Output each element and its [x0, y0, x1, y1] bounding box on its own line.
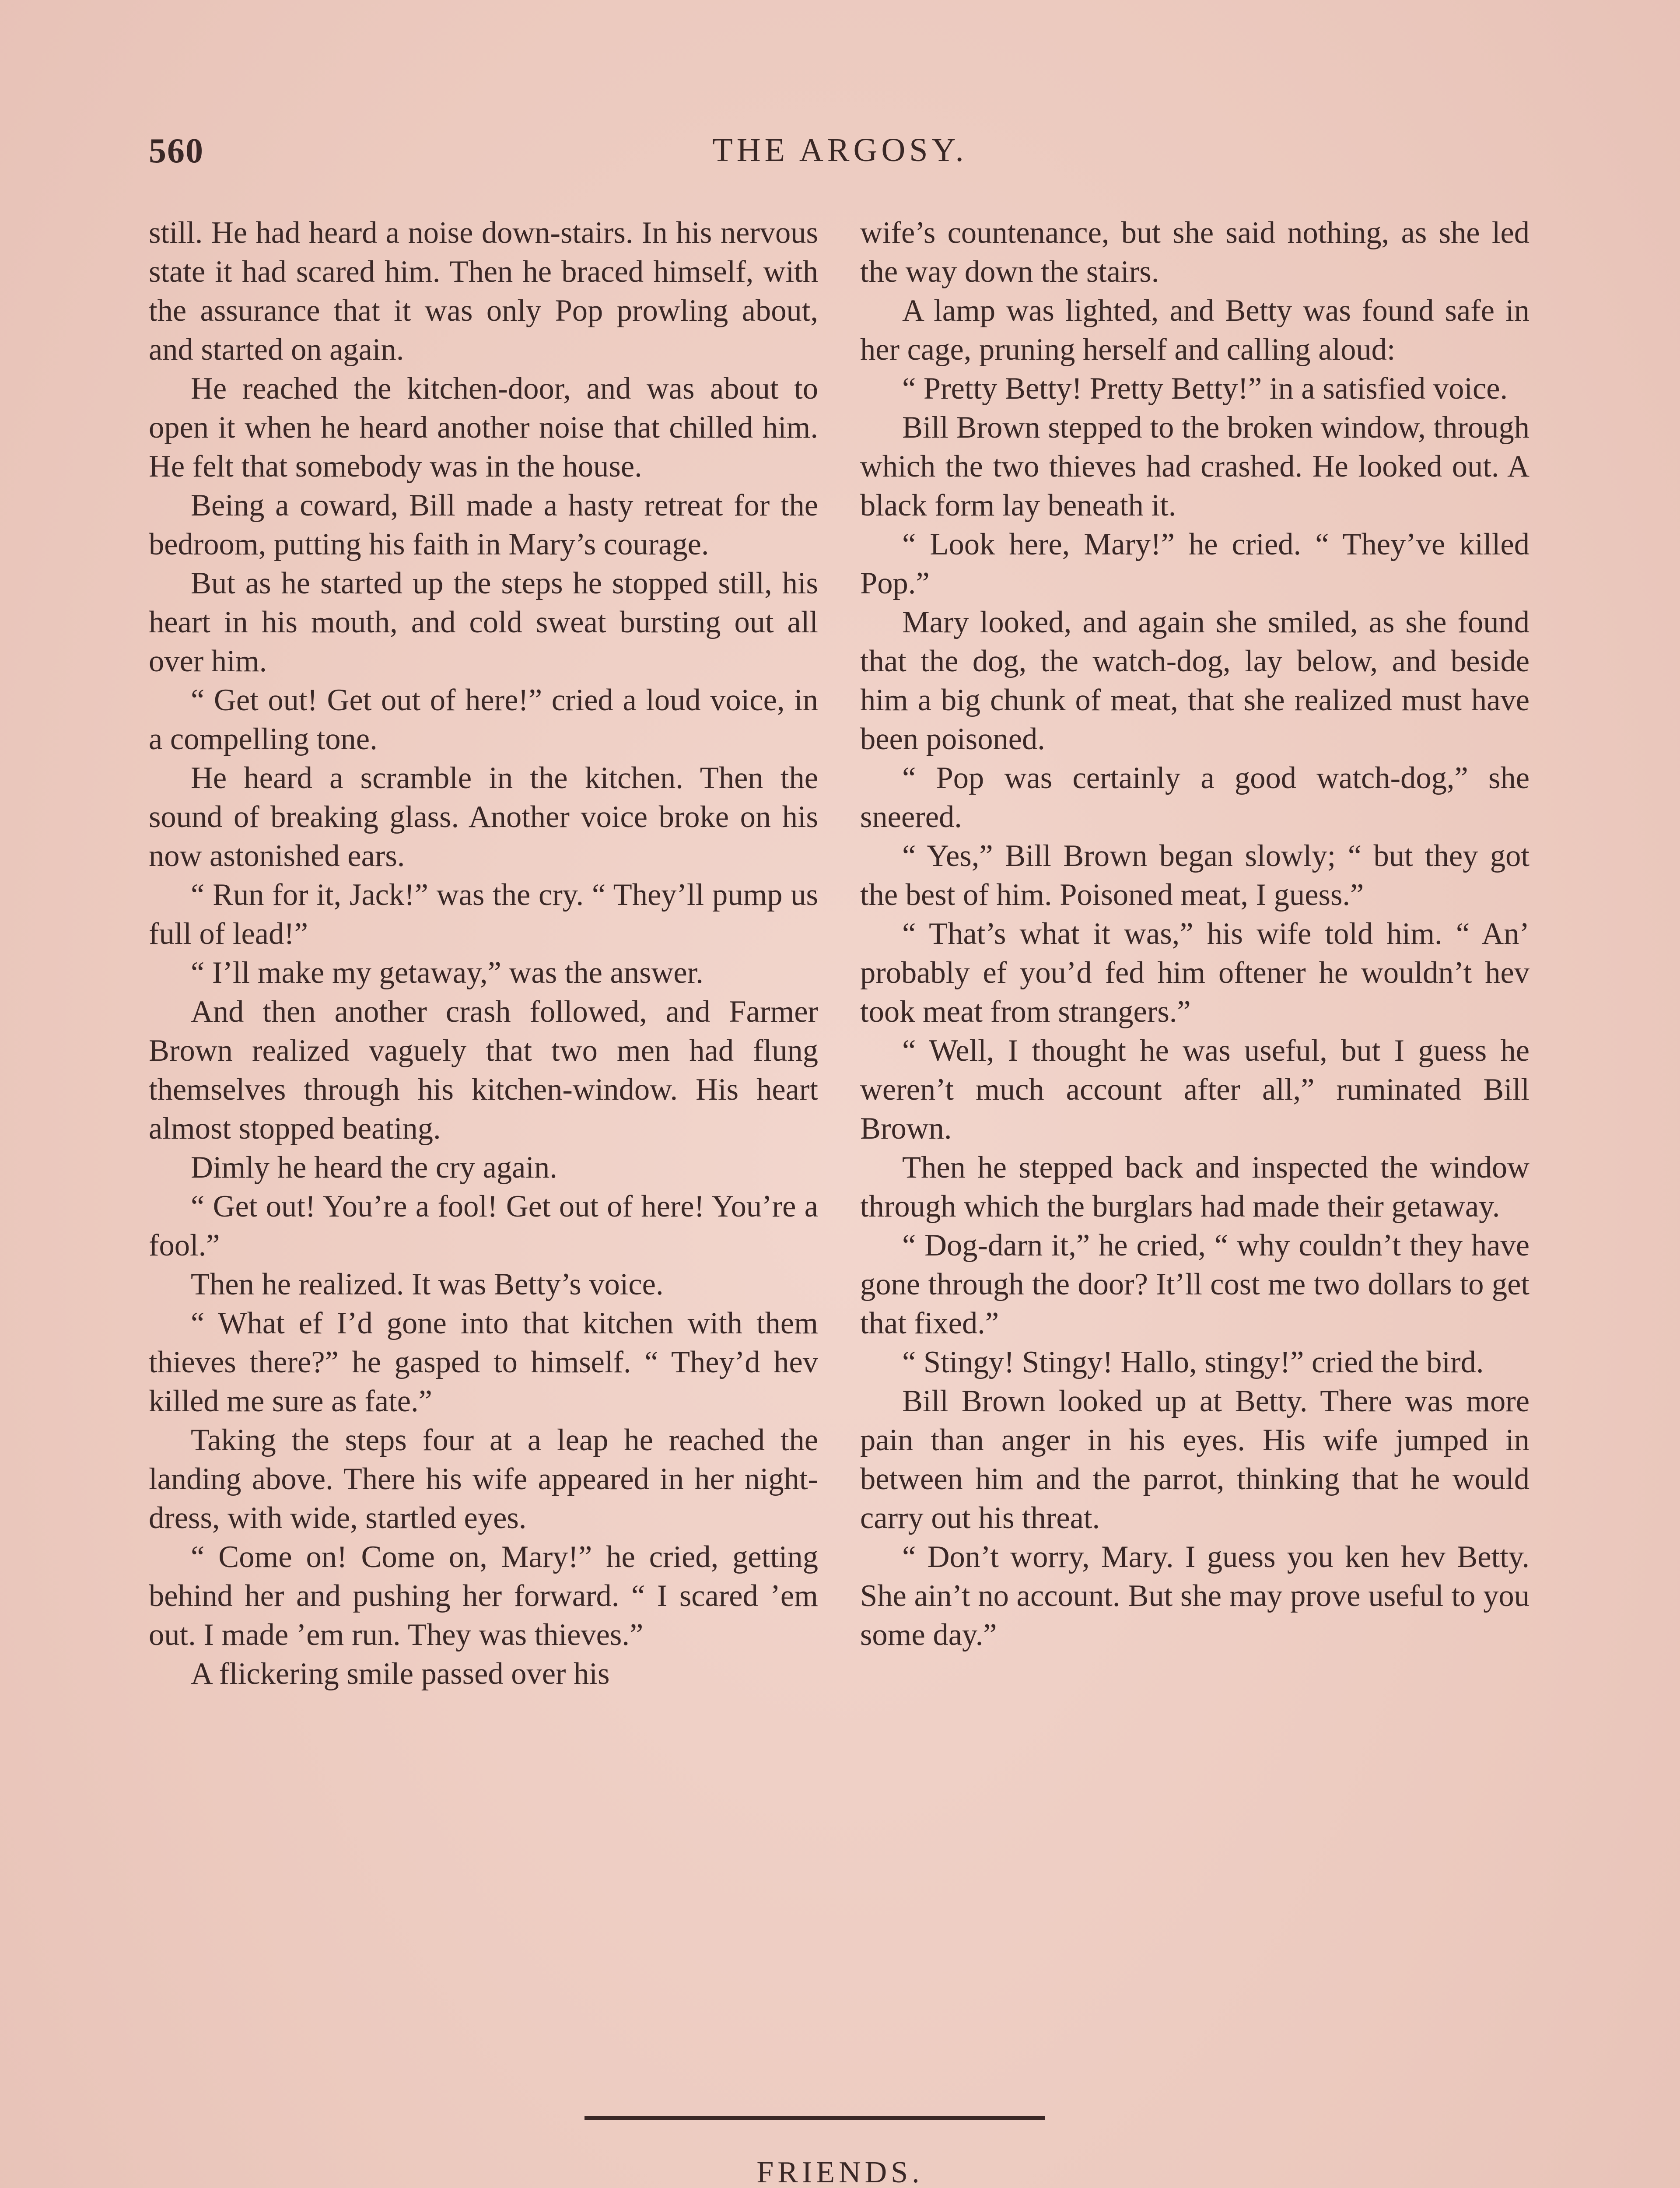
- paragraph: “ Pop was certainly a good watch-dog,” she sneered.: [860, 761, 1530, 834]
- paragraph: “ Dog-darn it,” he cried, “ why couldn’t they have gone through the door? It’ll cost me two dollars to get that fixed.”: [860, 1228, 1530, 1340]
- page-header: [0, 131, 1680, 179]
- paragraph: “ That’s what it was,” his wife told him. “ An’ probably ef you’d fed him oftener he wouldn’t hev took meat from strangers.”: [860, 917, 1530, 1029]
- paragraph: He heard a scramble in the kitchen. Then the sound of breaking glass. Another voice broke on his now astonished ears.: [149, 761, 818, 873]
- paragraph: “ Well, I thought he was useful, but I guess he weren’t much account after all,” ruminated Bill Brown.: [860, 1034, 1530, 1146]
- paragraph: A flickering smile passed over his: [191, 1657, 610, 1691]
- running-head: THE ARGOSY.: [712, 132, 968, 168]
- paragraph: Being a coward, Bill made a hasty retreat for the bedroom, putting his faith in Mary’s courage.: [149, 488, 818, 561]
- paragraph: He reached the kitchen-door, and was about to open it when he heard another noise that chilled him. He felt that somebody was in the house.: [149, 372, 818, 484]
- paragraph: “ Stingy! Stingy! Hallo, stingy!” cried the bird.: [902, 1345, 1484, 1379]
- paragraph: Then he stepped back and inspected the window through which the burglars had made their getaway.: [860, 1150, 1530, 1224]
- paragraph: Mary looked, and again she smiled, as she found that the dog, the watch-dog, lay below, and beside him a big chunk of meat, that she realized must have been poisoned.: [860, 605, 1530, 756]
- paragraph: A lamp was lighted, and Betty was found safe in her cage, pruning herself and calling aloud:: [860, 294, 1530, 367]
- right-column: [860, 214, 1530, 1655]
- paragraph: “ Look here, Mary!” he cried. “ They’ve killed Pop.”: [860, 527, 1530, 600]
- paragraph: still. He had heard a noise down-stairs. In his nervous state it had scared him. Then he braced himself, with the assurance that it was only Pop prowling about, and started on again.: [149, 216, 818, 367]
- paragraph: “ I’ll make my getaway,” was the answer.: [191, 956, 704, 990]
- paragraph: “ Get out! Get out of here!” cried a loud voice, in a compelling tone.: [149, 683, 818, 756]
- paragraph: Bill Brown stepped to the broken window, through which the two thieves had crashed. He looked out. A black form lay beneath it.: [860, 410, 1530, 522]
- paragraph: “ Pretty Betty! Pretty Betty!” in a satisfied voice.: [902, 372, 1508, 406]
- section-divider-rule: [584, 2116, 1045, 2120]
- paragraph: Dimly he heard the cry again.: [191, 1150, 557, 1185]
- poem-title: FRIENDS.: [756, 2156, 924, 2188]
- paragraph: wife’s countenance, but she said nothing, as she led the way down the stairs.: [860, 216, 1530, 289]
- paragraph: “ Yes,” Bill Brown began slowly; “ but they got the best of him. Poisoned meat, I guess.”: [860, 839, 1530, 912]
- left-column: [149, 214, 818, 1694]
- paragraph: Bill Brown looked up at Betty. There was more pain than anger in his eyes. His wife jumped in between him and the parrot, thinking that he would carry out his threat.: [860, 1384, 1530, 1535]
- paragraph: “ Come on! Come on, Mary!” he cried, getting behind her and pushing her forward. “ I scared ’em out. I made ’em run. They was thieves.”: [149, 1540, 818, 1652]
- paragraph: Taking the steps four at a leap he reached the landing above. There his wife appeared in her night-dress, with wide, startled eyes.: [149, 1423, 818, 1535]
- paragraph: “ Don’t worry, Mary. I guess you ken hev Betty. She ain’t no account. But she may prove useful to you some day.”: [860, 1540, 1530, 1652]
- paragraph: “ What ef I’d gone into that kitchen with them thieves there?” he gasped to himself. “ They’d hev killed me sure as fate.”: [149, 1306, 818, 1418]
- page-number: 560: [149, 132, 204, 170]
- paragraph: “ Run for it, Jack!” was the cry. “ They’ll pump us full of lead!”: [149, 878, 818, 951]
- paragraph: But as he started up the steps he stopped still, his heart in his mouth, and cold sweat bursting out all over him.: [149, 566, 818, 678]
- paragraph: Then he realized. It was Betty’s voice.: [191, 1267, 664, 1301]
- paragraph: And then another crash followed, and Farmer Brown realized vaguely that two men had flung themselves through his kitchen-window. His heart almost stopped beating.: [149, 995, 818, 1146]
- paragraph: “ Get out! You’re a fool! Get out of here! You’re a fool.”: [149, 1189, 818, 1262]
